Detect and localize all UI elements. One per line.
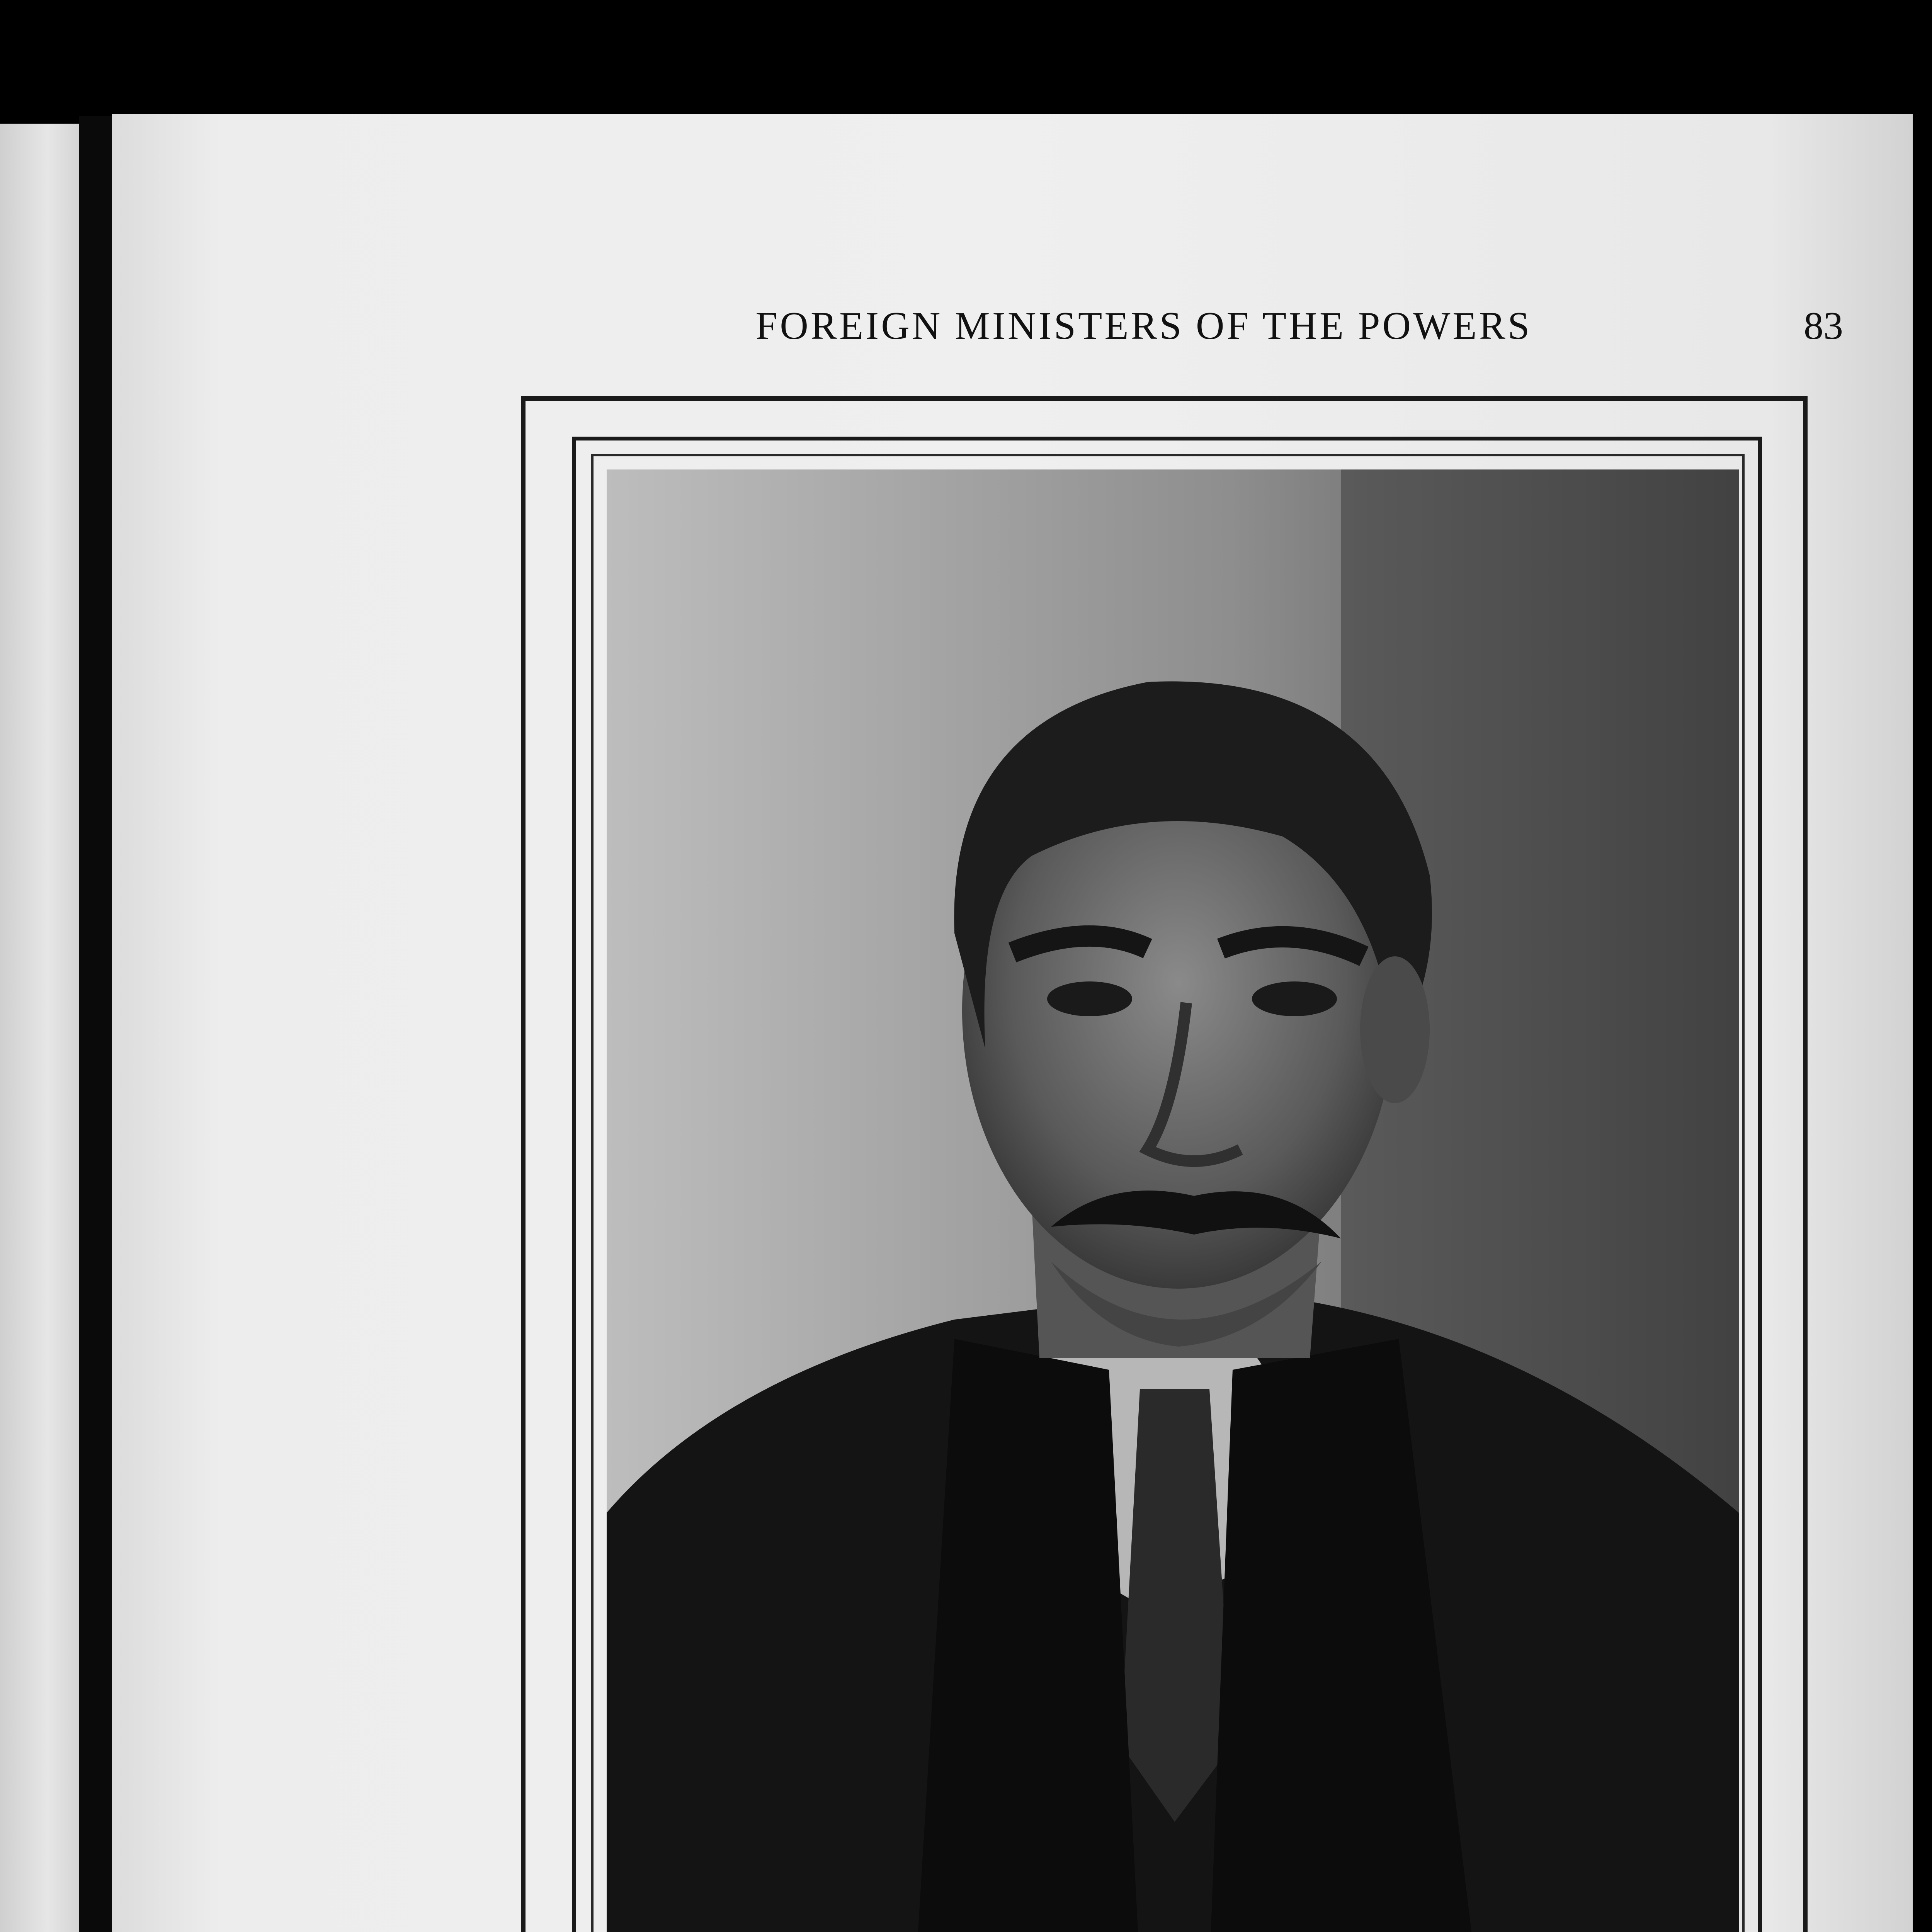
magazine-page [112, 114, 1913, 1932]
facing-page-edge [0, 124, 79, 1932]
page-number: 83 [1804, 304, 1843, 348]
book-gutter [79, 116, 114, 1932]
portrait-illustration [607, 469, 1739, 1932]
running-title: FOREIGN MINISTERS OF THE POWERS [755, 304, 1532, 348]
portrait-photograph [607, 469, 1739, 1932]
